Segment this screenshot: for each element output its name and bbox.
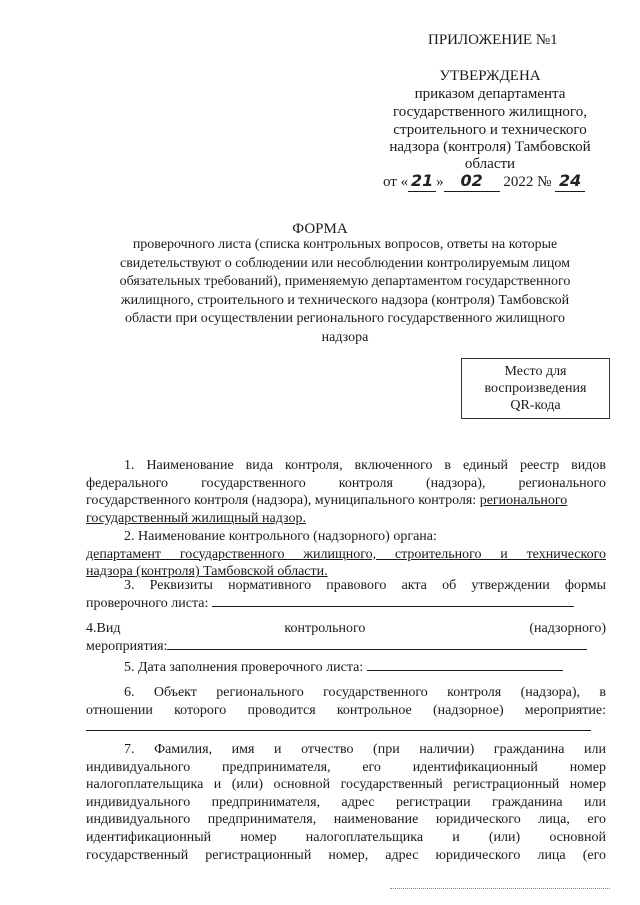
number-sign: №	[537, 174, 552, 190]
authority-name-value: департамент государственного жилищного, строительного и технического	[86, 546, 606, 562]
item-6-line: отношении которого проводится контрольное (надзорное) мероприятие:	[86, 702, 606, 718]
item-7	[86, 741, 606, 864]
subtitle-line: проверочного листа (списка контрольных вопросов, ответы на которые	[132, 237, 558, 252]
item-7-line: налогоплательщика и (или) основной государственный регистрационный номер	[86, 777, 606, 793]
item-3-text: проверочного листа:	[86, 595, 209, 611]
item-5	[86, 659, 606, 677]
approval-line: надзора (контроля) Тамбовской	[389, 139, 591, 155]
form-subtitle	[100, 236, 590, 347]
subtitle-line: свидетельствуют о соблюдении или несоблюдении контролируемым лицом	[119, 255, 570, 271]
item-5-line	[86, 659, 606, 677]
item-7-line: государственный регистрационный номер, адрес юридического лица (его	[86, 847, 606, 863]
subtitle-line: надзора	[321, 329, 369, 345]
order-month: 02	[460, 171, 483, 190]
control-object-field[interactable]	[86, 719, 591, 731]
item-6-line: 6. Объект регионального государственного контроля (надзора), в	[124, 685, 606, 700]
item-7-line: идентификационный номер налогоплательщика и (или) основной	[86, 829, 606, 845]
approval-date	[383, 171, 585, 192]
item-3-line: 3. Реквизиты нормативного правового акта об утверждении формы	[124, 578, 606, 593]
control-type-value: регионального	[479, 493, 568, 509]
qr-box-line: QR-кода	[510, 398, 561, 413]
item-1-line: федерального государственного контроля (надзора), регионального	[86, 475, 606, 491]
item-1-line: 1. Наименование вида контроля, включенного в единый реестр видов	[124, 458, 606, 473]
order-year: 2022	[503, 174, 534, 190]
approval-line: области	[464, 156, 516, 172]
item-6-line	[86, 719, 606, 737]
item-4	[86, 620, 606, 655]
subtitle-line: обязательных требований), применяемую департаментом государственного	[119, 274, 571, 289]
item-2	[86, 528, 606, 581]
act-details-field[interactable]	[212, 595, 574, 607]
approval-line: государственного жилищного,	[393, 104, 587, 120]
date-prefix: от «	[383, 174, 409, 190]
item-3-line	[86, 595, 606, 613]
item-3	[86, 577, 606, 612]
item-4-line: 4.Вид контрольного (надзорного)	[86, 621, 606, 636]
appendix-label: ПРИЛОЖЕНИЕ №1	[428, 32, 558, 48]
order-day: 21	[410, 171, 434, 190]
approval-heading: УТВЕРЖДЕНА	[439, 68, 541, 84]
qr-box-line: Место для	[504, 364, 567, 379]
item-7-line: индивидуального предпринимателя, адрес регистрации гражданина или	[86, 794, 606, 810]
subtitle-line: жилищного, строительного и технического надзора (контроля) Тамбовской	[120, 292, 570, 308]
item-7-line: 7. Фамилия, имя и отчество (при наличии) гражданина или	[124, 742, 606, 757]
authority-name-value-cont: надзора (контроля) Тамбовской области.	[86, 564, 328, 580]
item-1-line	[86, 492, 606, 510]
control-type-value-cont: государственный жилищный надзор.	[86, 510, 306, 526]
item-1-text: государственного контроля (надзора), муниципального контроля:	[86, 493, 480, 509]
item-2-line: 2. Наименование контрольного (надзорного) органа:	[124, 529, 437, 544]
event-type-field[interactable]	[167, 638, 587, 650]
approval-line: приказом департамента	[414, 86, 566, 102]
form-title: ФОРМА	[292, 221, 348, 237]
item-7-line: индивидуального предпринимателя, его идентификационный номер	[86, 759, 606, 775]
qr-box-line: воспроизведения	[484, 381, 587, 396]
page-edge-rule	[390, 888, 610, 889]
qr-code-placeholder	[461, 358, 610, 419]
item-6	[86, 684, 606, 737]
order-number: 24	[559, 171, 582, 190]
item-4-text: мероприятия:	[86, 638, 168, 654]
item-7-line: индивидуального предпринимателя, наименование юридического лица, его	[86, 812, 606, 828]
subtitle-line: области при осуществлении регионального государственного жилищного	[125, 311, 565, 326]
date-mid: »	[436, 174, 444, 190]
fill-date-field[interactable]	[367, 659, 563, 671]
item-5-text: 5. Дата заполнения проверочного листа:	[124, 660, 364, 675]
approval-line: строительного и технического	[393, 122, 587, 138]
item-4-line	[86, 638, 606, 656]
item-1	[86, 457, 606, 527]
